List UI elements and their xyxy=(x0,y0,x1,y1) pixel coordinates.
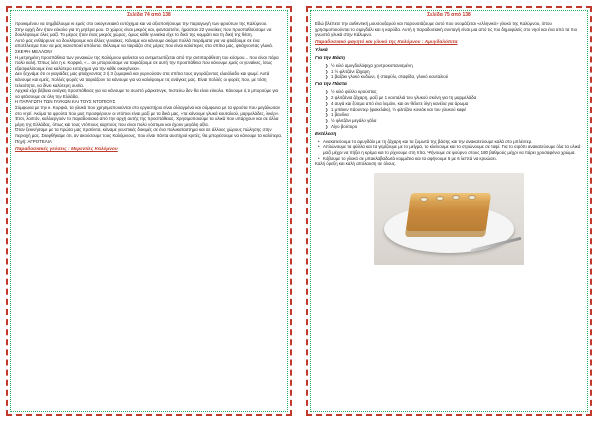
ingredients-heading: Υλικά xyxy=(315,47,328,53)
ingredient-item: ❯ ½ φλιτζάνι μεγάλο γάλα xyxy=(331,118,583,124)
intro-paragraph: Εδώ βλέπετε την αυθεντική μουσουξαρού και παρουσιάζουμε αυτό που ονομάζεται «ελληνικό» γλυκό της Καλύμνου, όπου χρησιμοποιούνται το σιμιγδάλι και η καρύδα. Αυτή η παραδοσιακή συνταγή είναι μια από τις πιο δημοφιλείς στο νησί και ένα από τα πιο γνωστά γλυκά στην Κάλυμνο. xyxy=(315,21,578,38)
amygdalopita-cake-icon xyxy=(374,173,524,265)
paragraph: προικιμένου να σημβάλουμε κι εμείς στο οικογενειακό ευτύχημα και να αξιοποιήσουμε την παραγωγή των φρούτων της Καλύμνου. xyxy=(15,21,268,26)
ingredient-item: ❯ ½ κιλό αμυγδαλόψιχα χοντροκοπανισμένη xyxy=(331,63,583,69)
step-item: • Απλώνουμε τα φύλλα και τα γεμίζουμε με το μείγμα, το κλείνουμε και το στρώνουμε σε ταψί. Για το σιρόπι ανακατεύουμε όλα τα υλικά μαζί μέχρι να πήξει η κρέμα και το ρίχνουμε στη πίτα. Ψήνουμε σε φούρνο στους 180 βαθμούς μέχρι να πάρει χρυσαφένιο χρώμα. xyxy=(323,144,583,155)
source-label: Πηγή: ΑΓΡΟΤΕΛΙΑ xyxy=(15,139,52,145)
ingredient-item: ❯ Λίγο βούτυρο xyxy=(331,124,583,130)
almond-shape xyxy=(468,195,476,200)
syrup-ingredients-list xyxy=(331,89,583,130)
paragraph: Δεν ξεχνάμε ότι οι γιαγιάδες μας φτιάχνοντας 2 ή 3 ζυμαρικά και γυρνούσαν στα σπίτια τους αγοράζοντας ελαιόλαδο και ψωμί. Αυτά κάνουμε και εμείς, πολλές φορές να ταιριάζουν τα κάνουμε για να καλύψουμε τις ανάγκες μας. Είναι πολλές οι φορές που, με τόση τελειότητα, να δίνει καλύτερη ουσία. xyxy=(15,71,270,88)
page-number: Σελίδα 74 από 138 xyxy=(127,12,171,18)
right-page xyxy=(306,6,592,416)
steps-heading: Εκτέλεση xyxy=(315,131,337,137)
step-item: • Κόβουμε το γλυκό σε μπακλαβαδωτά κομμάτια και τα αφήνουμε 5 με 6 λεπτά να κρυώσει. xyxy=(323,156,583,162)
cake-slice-shape xyxy=(405,193,491,237)
almond-shape xyxy=(452,195,460,200)
left-page xyxy=(6,6,292,416)
footer-title: Παραδοσιακές γεύσεις : Μερεντίες Καλύμνου xyxy=(15,147,118,153)
ingredient-item: ❯ 4 αυγά και ξύσμα από ένα λεμόνι, και αν θέλετε λίγη κανέλα για άρωμα xyxy=(331,101,583,107)
paragraph: Αυτό μας ενθάρρυνε να δουλέψουμε και άλλες γυναίκες. Κάναμε και κάνουμε ακόμα πολλά πειράματα για να φτιάξουμε σε ένα αποτέλεσμα που να μας ικανοποιεί απόλυτα. Θέλουμε να ταιριάζει στις μέρες που είναι καλύτερες στα σπίτια μας, φτιάχνοντας γλυκά. xyxy=(15,37,274,49)
ingredient-item: ❯ 2 φλιτζάνια ζάχαρη, μαζί με 1 κουταλιά του γλυκού σκόνη για τη μαρμελάδα xyxy=(331,95,583,101)
ingredient-item: ❯ 1 ½ φλιτζάνι ζάχαρη xyxy=(331,69,583,75)
base-ingredients-list xyxy=(331,63,583,80)
ingredient-item: ❯ ½ κιλό φύλλο κρούστας xyxy=(331,89,583,95)
ingredient-item: ❯ 1 βανίλια xyxy=(331,112,583,118)
almond-shape xyxy=(420,197,428,202)
paragraph: Έτσι, λοιπόν, καλλιεργούν το παραδοσιακό από την αρχή αυτής της προσπάθειας. Χρησιμοποιούμε τα υλικά που υπάρχουν και σε άλλα μέρη της Ελλάδας, όπως και τους ντόπιους καρπούς που είναι πολύ νόστιμοι και έχουν μεγάλη αξία. xyxy=(15,116,279,127)
paragraph: Στην αρχή δεν ήταν εύκολο για τη μητέρα μου. Ο χώρος είναι μικρός και, φανταστείτε, ήμασταν 22 γυναίκες που προσπαθούσαμε να δουλέψουμε όλες μαζί. Το μέρος ήταν ένας μικρός χώρος, όμως κάθε γυναίκα είχε το δικό της κομμάτι και τη δική της θέση. xyxy=(15,26,272,38)
almond-shape xyxy=(436,196,444,201)
page-number: Σελίδα 75 από 138 xyxy=(427,12,471,18)
closing-text: Καλή όρεξη και καλή απόλαυση σε όλους. xyxy=(315,161,397,167)
ingredient-item: ❯ 1 μπέικιν πάουντερ (φακελάκι), ½ φλιτζάνι κονιάκ και του γλυκού καφέ xyxy=(331,107,583,113)
ingredient-item: ❯ 1 βαζάκι γλυκό κυδώνι, ή σταφύλι, σταφίδα, γλυκό κουταλιού xyxy=(331,74,583,80)
syrup-heading: Για την Πάστα xyxy=(315,82,347,88)
paragraph: Όταν ξεκινήσαμε με τα πρώτα μας προϊόντα, κάναμε γευστικές δοκιμές σε ένα πολυκαταστημα και σε άλλους χώρους πώλησης στην περιοχή μας. Σκεφθήκαμε ότι, αν ακούσουμε τους Καλύμνιους, που είναι πάντα αυστηροί κριτές, θα μπορέσουμε να κάνουμε τα καλύτερα. xyxy=(15,127,283,138)
paragraph: Αρχικά είχε βέβαια ανάγκη προσπάθειας για να κάνουμε το σωστό μάρκετινγκ, πιστεύω δεν θα είναι εύκολο. Κάνουμε ό,τι μπορούμε για να φτάσουμε σε όλη την Ελλάδα. xyxy=(15,88,279,99)
step-item: • Ανακατεύουμε το αμυγδάλι με τη ζάχαρη και τα ζυμωτά της βάσης και την ανακατεύουμε καλά στο μπλέντερ. xyxy=(323,139,583,145)
recipe-title: Παραδοσιακό φαγητό και γλυκό της Καλύμνου : Αμυγδαλόπιτα xyxy=(315,39,458,45)
base-heading: Για την Βάση xyxy=(315,55,345,61)
paragraph: Σύμφωνα με την κ. Κορφιά, τα γλυκά που χρησιμοποιούνται στο εργαστήριο είναι αλλαγμένα και σύμφωνα με τα φρούτα που μεγάλωσαν στο νησί. Ακόμα τα φρούτα που μας προσφέρουν οι ντόπιοι είναι μαζί με τα δικά μας, «τα κάνουμε γλυκά κουταλιού, μαρμελάδες, λικέρ». xyxy=(15,104,281,116)
paragraph: Η μετρημένη προσπάθεια των γυναικών της Καλύμνου φαίνεται να αντιμετωπίζεται από την αντιπαράθεση του κόσμου... που είναι πάρα πολύ καλή. Όπως λέει η κ. Κορφιά, «... αν μπορούσαμε να ταιριάζουμε σε αυτή την προσπάθεια που κάνουμε εμείς οι γυναίκες, ίσως εξασφαλίσουμε ένα καλύτερο ευτύχημα για την κάθε οικογένεια». xyxy=(15,54,279,71)
section-heading: ΣΚΕΨΗ ΜΕΛΛΟΝ! xyxy=(15,48,52,54)
section-heading: Η ΠΑΡΑΓΩΓΗ ΤΩΝ ΓΛΥΚΩΝ ΚΑΙ ΤΟΥΣ ΝΤΟΠΙΟΥΣ xyxy=(15,99,116,105)
steps-list xyxy=(323,139,583,161)
